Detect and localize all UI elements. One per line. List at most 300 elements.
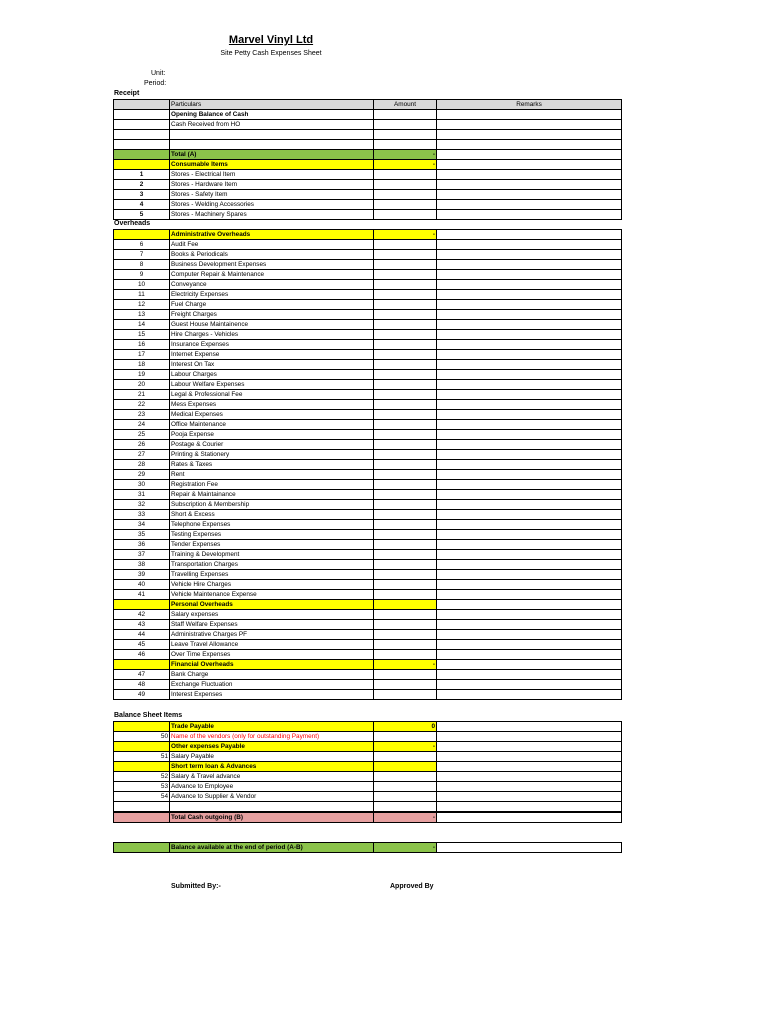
- amount-cell: [374, 320, 437, 330]
- serial-number-cell: 42: [114, 610, 170, 620]
- remarks-cell: [437, 140, 622, 150]
- amount-cell: [374, 350, 437, 360]
- admin-item-row: [114, 440, 622, 450]
- amount-cell: [374, 180, 437, 190]
- admin-item-row: [114, 370, 622, 380]
- serial-number-cell: 17: [114, 350, 170, 360]
- serial-number-cell: 8: [114, 260, 170, 270]
- amount-cell: [374, 560, 437, 570]
- particulars-cell: Labour Charges: [170, 370, 374, 380]
- admin-item-row: [114, 310, 622, 320]
- serial-number-cell: [114, 600, 170, 610]
- amount-cell: [374, 580, 437, 590]
- particulars-cell: Rates & Taxes: [170, 460, 374, 470]
- amount-cell: [374, 600, 437, 610]
- particulars-cell: Travelling Expenses: [170, 570, 374, 580]
- serial-number-cell: 26: [114, 440, 170, 450]
- receipt-section-label: Receipt: [114, 90, 140, 97]
- remarks-cell: [437, 660, 622, 670]
- consumable-item-row: [114, 200, 622, 210]
- remarks-cell: [437, 380, 622, 390]
- admin-item-row: [114, 570, 622, 580]
- admin-item-row: [114, 550, 622, 560]
- amount-cell: [374, 450, 437, 460]
- amount-cell: -: [374, 230, 437, 240]
- serial-number-cell: 6: [114, 240, 170, 250]
- serial-number-cell: 3: [114, 190, 170, 200]
- remarks-cell: [437, 762, 622, 772]
- serial-number-cell: 44: [114, 630, 170, 640]
- amount-cell: [374, 500, 437, 510]
- admin-item-row: [114, 290, 622, 300]
- serial-number-cell: 12: [114, 300, 170, 310]
- particulars-cell: Leave Travel Allowance: [170, 640, 374, 650]
- personal-item-row: [114, 650, 622, 660]
- serial-number-cell: 31: [114, 490, 170, 500]
- serial-number-cell: 37: [114, 550, 170, 560]
- amount-cell: [374, 210, 437, 220]
- particulars-cell: Tender Expenses: [170, 540, 374, 550]
- amount-cell: [374, 110, 437, 120]
- particulars-cell: Administrative Overheads: [170, 230, 374, 240]
- total-b-row: [114, 813, 622, 823]
- serial-number-cell: 13: [114, 310, 170, 320]
- remarks-cell: [437, 200, 622, 210]
- admin-item-row: [114, 280, 622, 290]
- amount-cell: [374, 620, 437, 630]
- particulars-cell: [170, 802, 374, 812]
- personal-item-row: [114, 610, 622, 620]
- amount-cell: [374, 120, 437, 130]
- amount-cell: [374, 420, 437, 430]
- serial-number-cell: 24: [114, 420, 170, 430]
- balance-sheet-row: [114, 802, 622, 812]
- amount-cell: [374, 470, 437, 480]
- submitted-by-label: Submitted By:-: [171, 883, 221, 890]
- particulars-cell: Conveyance: [170, 280, 374, 290]
- balance-sheet-table: [113, 721, 622, 812]
- remarks-cell: [437, 670, 622, 680]
- amount-cell: [374, 680, 437, 690]
- remarks-cell: [437, 510, 622, 520]
- remarks-cell: [437, 600, 622, 610]
- amount-cell: [374, 650, 437, 660]
- particulars-cell: Transportation Charges: [170, 560, 374, 570]
- particulars-cell: Staff Welfare Expenses: [170, 620, 374, 630]
- amount-cell: [374, 772, 437, 782]
- serial-number-cell: 35: [114, 530, 170, 540]
- remarks-cell: [437, 180, 622, 190]
- financial-item-row: [114, 680, 622, 690]
- particulars-cell: Internet Expense: [170, 350, 374, 360]
- serial-number-cell: 38: [114, 560, 170, 570]
- amount-cell: [374, 310, 437, 320]
- balance-sheet-row: [114, 762, 622, 772]
- column-header-row: [114, 100, 622, 110]
- amount-cell: [374, 520, 437, 530]
- serial-number-cell: 45: [114, 640, 170, 650]
- particulars-cell: Over Time Expenses: [170, 650, 374, 660]
- particulars-cell: Computer Repair & Maintenance: [170, 270, 374, 280]
- amount-cell: [374, 690, 437, 700]
- particulars-cell: Insurance Expenses: [170, 340, 374, 350]
- amount-cell: [374, 590, 437, 600]
- serial-number-cell: 36: [114, 540, 170, 550]
- particulars-cell: Administrative Charges PF: [170, 630, 374, 640]
- particulars-cell: Rent: [170, 470, 374, 480]
- particulars-cell: Trade Payable: [170, 722, 374, 732]
- serial-number-cell: 18: [114, 360, 170, 370]
- total-a-row: [114, 150, 622, 160]
- remarks-cell: [437, 450, 622, 460]
- serial-number-cell: [114, 813, 170, 823]
- personal-item-row: [114, 640, 622, 650]
- balance-sheet-row: [114, 732, 622, 742]
- serial-number-cell: 9: [114, 270, 170, 280]
- remarks-cell: [437, 782, 622, 792]
- serial-number-cell: 27: [114, 450, 170, 460]
- remarks-cell: [437, 752, 622, 762]
- particulars-cell: Exchange Fluctuation: [170, 680, 374, 690]
- particulars-cell: Name of the vendors (only for outstanding Payment): [170, 732, 374, 742]
- amount-cell: Amount: [374, 100, 437, 110]
- particulars-cell: Printing & Stationery: [170, 450, 374, 460]
- admin-item-row: [114, 260, 622, 270]
- serial-number-cell: 10: [114, 280, 170, 290]
- serial-number-cell: 32: [114, 500, 170, 510]
- serial-number-cell: 5: [114, 210, 170, 220]
- period-label: Period:: [144, 80, 167, 87]
- particulars-cell: Labour Welfare Expenses: [170, 380, 374, 390]
- remarks-cell: [437, 400, 622, 410]
- serial-number-cell: 15: [114, 330, 170, 340]
- balance-sheet-row: [114, 722, 622, 732]
- admin-item-row: [114, 470, 622, 480]
- particulars-cell: Audit Fee: [170, 240, 374, 250]
- remarks-cell: [437, 480, 622, 490]
- receipt-row: [114, 110, 622, 120]
- admin-item-row: [114, 240, 622, 250]
- serial-number-cell: 52: [114, 772, 170, 782]
- particulars-cell: Postage & Courier: [170, 440, 374, 450]
- serial-number-cell: [114, 160, 170, 170]
- particulars-cell: Opening Balance of Cash: [170, 110, 374, 120]
- financial-header-row: [114, 660, 622, 670]
- remarks-cell: [437, 580, 622, 590]
- serial-number-cell: [114, 110, 170, 120]
- amount-cell: [374, 370, 437, 380]
- admin-item-row: [114, 460, 622, 470]
- amount-cell: [374, 270, 437, 280]
- admin-item-row: [114, 330, 622, 340]
- amount-cell: -: [374, 160, 437, 170]
- remarks-cell: [437, 813, 622, 823]
- amount-cell: [374, 330, 437, 340]
- remarks-cell: [437, 320, 622, 330]
- particulars-cell: Electricity Expenses: [170, 290, 374, 300]
- serial-number-cell: 47: [114, 670, 170, 680]
- admin-item-row: [114, 450, 622, 460]
- amount-cell: [374, 400, 437, 410]
- remarks-cell: [437, 772, 622, 782]
- serial-number-cell: [114, 742, 170, 752]
- admin-item-row: [114, 520, 622, 530]
- serial-number-cell: 50: [114, 732, 170, 742]
- particulars-cell: Stores - Electrical Item: [170, 170, 374, 180]
- remarks-cell: [437, 350, 622, 360]
- particulars-cell: Pooja Expense: [170, 430, 374, 440]
- remarks-cell: [437, 792, 622, 802]
- receipt-row: [114, 140, 622, 150]
- amount-cell: -: [374, 742, 437, 752]
- total-outgoing-table: [113, 812, 622, 823]
- remarks-cell: [437, 300, 622, 310]
- remarks-cell: [437, 290, 622, 300]
- serial-number-cell: [114, 130, 170, 140]
- particulars-cell: Testing Expenses: [170, 530, 374, 540]
- remarks-cell: [437, 120, 622, 130]
- amount-cell: [374, 782, 437, 792]
- receipt-row: [114, 120, 622, 130]
- closing-balance-table: [113, 842, 622, 853]
- particulars-cell: Stores - Welding Accessories: [170, 200, 374, 210]
- admin-item-row: [114, 360, 622, 370]
- serial-number-cell: [114, 230, 170, 240]
- serial-number-cell: 51: [114, 752, 170, 762]
- admin-item-row: [114, 380, 622, 390]
- particulars-cell: Training & Development: [170, 550, 374, 560]
- amount-cell: [374, 340, 437, 350]
- amount-cell: [374, 250, 437, 260]
- serial-number-cell: [114, 140, 170, 150]
- personal-item-row: [114, 620, 622, 630]
- serial-number-cell: 16: [114, 340, 170, 350]
- remarks-cell: [437, 530, 622, 540]
- remarks-cell: [437, 520, 622, 530]
- amount-cell: [374, 732, 437, 742]
- remarks-cell: [437, 630, 622, 640]
- remarks-cell: [437, 490, 622, 500]
- particulars-cell: Total (A): [170, 150, 374, 160]
- remarks-cell: [437, 150, 622, 160]
- amount-cell: [374, 300, 437, 310]
- particulars-cell: Total Cash outgoing (B): [170, 813, 374, 823]
- remarks-cell: [437, 260, 622, 270]
- remarks-cell: [437, 690, 622, 700]
- particulars-cell: Books & Periodicals: [170, 250, 374, 260]
- serial-number-cell: 46: [114, 650, 170, 660]
- amount-cell: [374, 670, 437, 680]
- remarks-cell: [437, 430, 622, 440]
- serial-number-cell: [114, 660, 170, 670]
- serial-number-cell: [114, 120, 170, 130]
- balance-sheet-section-label: Balance Sheet Items: [114, 712, 183, 719]
- admin-item-row: [114, 350, 622, 360]
- serial-number-cell: 4: [114, 200, 170, 210]
- consumable-item-row: [114, 170, 622, 180]
- serial-number-cell: 14: [114, 320, 170, 330]
- remarks-cell: Remarks: [437, 100, 622, 110]
- admin-item-row: [114, 560, 622, 570]
- amount-cell: [374, 430, 437, 440]
- consumable-item-row: [114, 180, 622, 190]
- admin-item-row: [114, 580, 622, 590]
- serial-number-cell: 43: [114, 620, 170, 630]
- amount-cell: [374, 290, 437, 300]
- remarks-cell: [437, 620, 622, 630]
- remarks-cell: [437, 240, 622, 250]
- serial-number-cell: 23: [114, 410, 170, 420]
- remarks-cell: [437, 250, 622, 260]
- amount-cell: [374, 530, 437, 540]
- remarks-cell: [437, 470, 622, 480]
- particulars-cell: Subscription & Membership: [170, 500, 374, 510]
- particulars-cell: Legal & Professional Fee: [170, 390, 374, 400]
- remarks-cell: [437, 310, 622, 320]
- financial-item-row: [114, 690, 622, 700]
- particulars-cell: Telephone Expenses: [170, 520, 374, 530]
- serial-number-cell: 28: [114, 460, 170, 470]
- particulars-cell: Stores - Hardware Item: [170, 180, 374, 190]
- admin-item-row: [114, 540, 622, 550]
- admin-item-row: [114, 510, 622, 520]
- particulars-cell: Registration Fee: [170, 480, 374, 490]
- remarks-cell: [437, 280, 622, 290]
- serial-number-cell: 25: [114, 430, 170, 440]
- particulars-cell: Interest Expenses: [170, 690, 374, 700]
- serial-number-cell: [114, 762, 170, 772]
- serial-number-cell: 33: [114, 510, 170, 520]
- amount-cell: [374, 510, 437, 520]
- serial-number-cell: 22: [114, 400, 170, 410]
- remarks-cell: [437, 640, 622, 650]
- particulars-cell: [170, 140, 374, 150]
- remarks-cell: [437, 390, 622, 400]
- serial-number-cell: [114, 150, 170, 160]
- amount-cell: [374, 630, 437, 640]
- remarks-cell: [437, 680, 622, 690]
- remarks-cell: [437, 270, 622, 280]
- overheads-table: [113, 229, 622, 700]
- consumable-item-row: [114, 210, 622, 220]
- admin-item-row: [114, 530, 622, 540]
- amount-cell: [374, 490, 437, 500]
- amount-cell: [374, 752, 437, 762]
- amount-cell: [374, 640, 437, 650]
- amount-cell: [374, 380, 437, 390]
- admin-item-row: [114, 250, 622, 260]
- serial-number-cell: 41: [114, 590, 170, 600]
- particulars-cell: Advance to Employee: [170, 782, 374, 792]
- amount-cell: [374, 200, 437, 210]
- amount-cell: [374, 610, 437, 620]
- remarks-cell: [437, 500, 622, 510]
- particulars-cell: Guest House Maintainence: [170, 320, 374, 330]
- consumable-item-row: [114, 190, 622, 200]
- remarks-cell: [437, 370, 622, 380]
- particulars-cell: Hire Charges - Vehicles: [170, 330, 374, 340]
- amount-cell: -: [374, 660, 437, 670]
- particulars-cell: Other expenses Payable: [170, 742, 374, 752]
- amount-cell: 0: [374, 722, 437, 732]
- serial-number-cell: [114, 722, 170, 732]
- amount-cell: [374, 260, 437, 270]
- overheads-section-label: Overheads: [114, 220, 151, 227]
- personal-header-row: [114, 600, 622, 610]
- financial-item-row: [114, 670, 622, 680]
- remarks-cell: [437, 560, 622, 570]
- serial-number-cell: [114, 843, 170, 853]
- admin-item-row: [114, 490, 622, 500]
- particulars-cell: Fuel Charge: [170, 300, 374, 310]
- amount-cell: [374, 802, 437, 812]
- unit-label: Unit:: [151, 70, 166, 77]
- amount-cell: [374, 410, 437, 420]
- remarks-cell: [437, 420, 622, 430]
- remarks-cell: [437, 440, 622, 450]
- balance-sheet-row: [114, 772, 622, 782]
- remarks-cell: [437, 570, 622, 580]
- particulars-cell: Bank Charge: [170, 670, 374, 680]
- admin-item-row: [114, 340, 622, 350]
- remarks-cell: [437, 230, 622, 240]
- serial-number-cell: 29: [114, 470, 170, 480]
- amount-cell: [374, 280, 437, 290]
- amount-cell: [374, 460, 437, 470]
- remarks-cell: [437, 110, 622, 120]
- particulars-cell: Stores - Safety Item: [170, 190, 374, 200]
- serial-number-cell: 2: [114, 180, 170, 190]
- remarks-cell: [437, 540, 622, 550]
- amount-cell: [374, 570, 437, 580]
- remarks-cell: [437, 410, 622, 420]
- remarks-cell: [437, 330, 622, 340]
- particulars-cell: Cash Received from HO: [170, 120, 374, 130]
- amount-cell: -: [374, 813, 437, 823]
- particulars-cell: Vehicle Hire Charges: [170, 580, 374, 590]
- remarks-cell: [437, 130, 622, 140]
- particulars-cell: Stores - Machinery Spares: [170, 210, 374, 220]
- admin-header-row: [114, 230, 622, 240]
- consumable-header-row: [114, 160, 622, 170]
- admin-item-row: [114, 430, 622, 440]
- particulars-cell: Business Development Expenses: [170, 260, 374, 270]
- particulars-cell: Vehicle Maintenance Expense: [170, 590, 374, 600]
- remarks-cell: [437, 550, 622, 560]
- particulars-cell: Freight Charges: [170, 310, 374, 320]
- remarks-cell: [437, 802, 622, 812]
- amount-cell: -: [374, 843, 437, 853]
- particulars-cell: Consumable Items: [170, 160, 374, 170]
- serial-number-cell: 40: [114, 580, 170, 590]
- particulars-cell: Short term loan & Advances: [170, 762, 374, 772]
- particulars-cell: Advance to Supplier & Vendor: [170, 792, 374, 802]
- consumable-table: [113, 159, 622, 220]
- amount-cell: [374, 130, 437, 140]
- particulars-cell: Balance available at the end of period (A-B): [170, 843, 374, 853]
- serial-number-cell: 49: [114, 690, 170, 700]
- balance-sheet-row: [114, 792, 622, 802]
- amount-cell: [374, 540, 437, 550]
- particulars-cell: Personal Overheads: [170, 600, 374, 610]
- serial-number-cell: 34: [114, 520, 170, 530]
- particulars-cell: Particulars: [170, 100, 374, 110]
- amount-cell: [374, 360, 437, 370]
- amount-cell: -: [374, 150, 437, 160]
- serial-number-cell: 48: [114, 680, 170, 690]
- admin-item-row: [114, 320, 622, 330]
- company-title: Marvel Vinyl Ltd: [228, 34, 314, 46]
